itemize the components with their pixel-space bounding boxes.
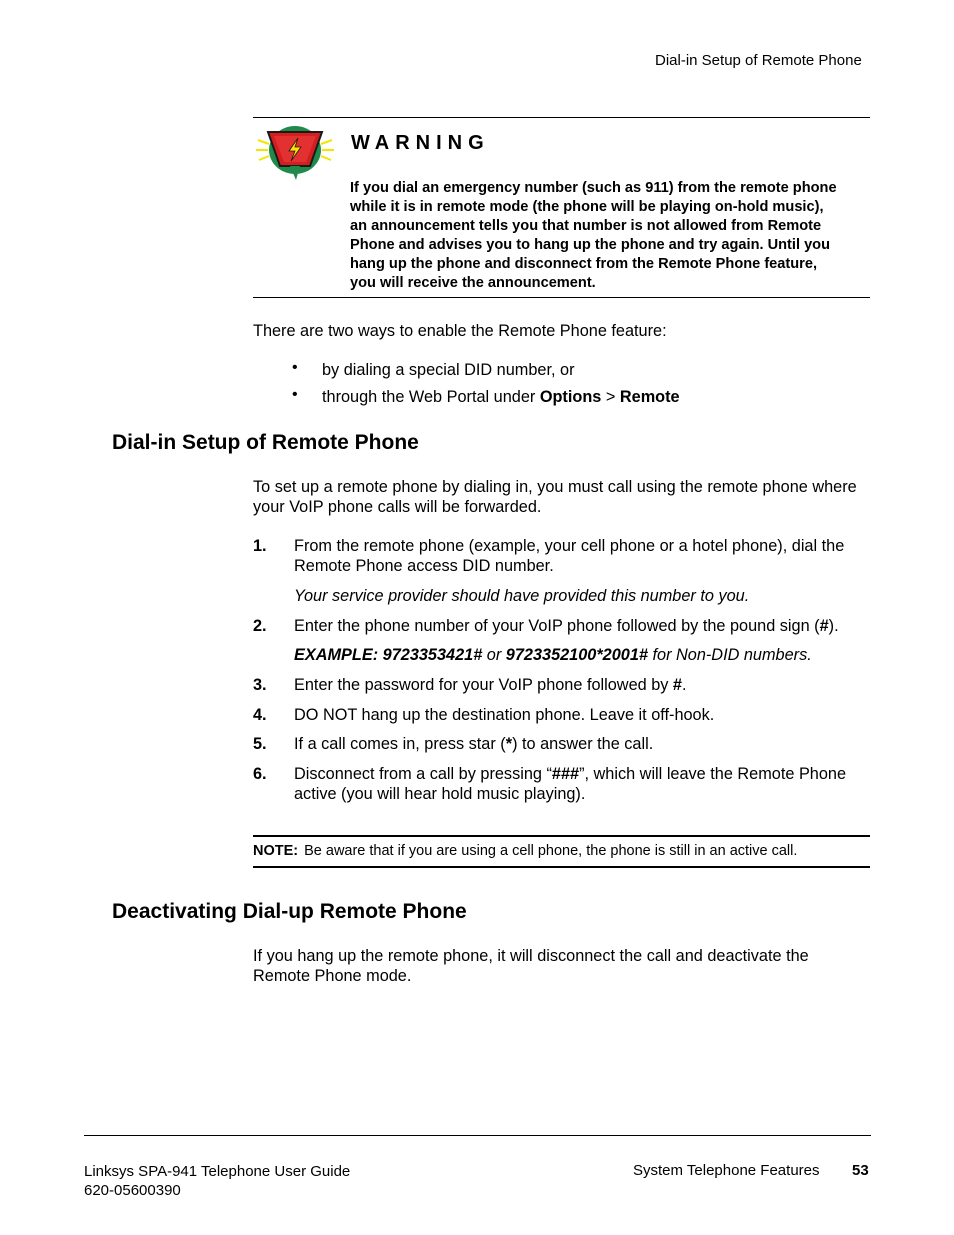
paragraph-line: To set up a remote phone by dialing in, you must call using the remote phone where	[253, 478, 857, 496]
paragraph-line: your VoIP phone calls will be forwarded.	[253, 498, 542, 516]
section-paragraph	[253, 477, 873, 517]
page-number: 53	[852, 1162, 869, 1179]
step-text	[294, 675, 872, 695]
warning-line: while it is in remote mode (the phone will be playing on-hold music),	[350, 199, 824, 215]
note-text	[253, 843, 797, 859]
section-heading: Deactivating Dial-up Remote Phone	[112, 900, 467, 923]
step-number: 1.	[253, 537, 267, 555]
step-line: .	[681, 676, 687, 694]
step-text: DO NOT hang up the destination phone. Leave it off-hook.	[294, 706, 715, 724]
example-text: for Non-DID numbers.	[647, 646, 812, 664]
pound-sign: #	[672, 676, 682, 694]
pound-sign: #	[819, 617, 829, 635]
bullet-dot: •	[292, 359, 298, 376]
step-text	[294, 536, 872, 576]
warning-text	[350, 179, 875, 293]
step-line: From the remote phone (example, your cell phone or a hotel phone), dial the	[294, 537, 845, 555]
footer-rule	[84, 1135, 871, 1136]
step-number: 4.	[253, 706, 267, 724]
step-fragment: Disconnect from a call by pressing “	[294, 765, 552, 783]
section-paragraph	[253, 946, 873, 986]
guide-title: Linksys SPA-941 Telephone User Guide	[84, 1163, 351, 1180]
section-heading: Dial-in Setup of Remote Phone	[112, 431, 419, 454]
step-number: 2.	[253, 617, 267, 635]
warning-title: WARNING	[351, 132, 490, 154]
step-text	[294, 764, 872, 804]
hash-sequence: ###	[551, 765, 580, 783]
warning-top-rule	[253, 117, 870, 118]
warning-line: If you dial an emergency number (such as 911) from the remote phone	[350, 180, 837, 196]
bullet-item: by dialing a special DID number, or	[322, 361, 575, 379]
options-label: Options	[539, 388, 602, 406]
example-text: or	[482, 646, 506, 664]
star-sign: *	[505, 735, 513, 753]
step-line: If a call comes in, press star (	[294, 735, 506, 753]
example-number: 9723352100*2001#	[505, 646, 648, 664]
bullet-dot: •	[292, 386, 298, 403]
step-line: Enter the password for your VoIP phone followed by	[294, 676, 673, 694]
paragraph-line: If you hang up the remote phone, it will disconnect the call and deactivate the	[253, 947, 809, 965]
warning-bottom-rule	[253, 297, 870, 298]
running-header: Dial-in Setup of Remote Phone	[655, 52, 862, 69]
paragraph-line: Remote Phone mode.	[253, 967, 412, 985]
step-fragment: ”, which will leave the Remote Phone	[579, 765, 847, 783]
note-body: Be aware that if you are using a cell phone, the phone is still in an active call.	[304, 843, 798, 859]
intro-text: There are two ways to enable the Remote Phone feature:	[253, 322, 667, 340]
step-line	[294, 764, 872, 784]
step-example	[294, 645, 872, 665]
step-line: active (you will hear hold music playing).	[294, 785, 586, 803]
warning-lightning-icon	[254, 122, 336, 184]
step-line: Enter the phone number of your VoIP phone followed by the pound sign (	[294, 617, 820, 635]
step-line: ).	[828, 617, 839, 635]
doc-number: 620-05600390	[84, 1182, 181, 1199]
step-note: Your service provider should have provided this number to you.	[294, 587, 750, 605]
example-number: EXAMPLE: 9723353421#	[294, 646, 483, 664]
separator: >	[601, 388, 620, 406]
remote-label: Remote	[619, 388, 680, 406]
step-number: 3.	[253, 676, 267, 694]
step-number: 6.	[253, 765, 267, 783]
bullet-text: through the Web Portal under	[322, 388, 540, 406]
warning-line: an announcement tells you that number is not allowed from Remote	[350, 218, 822, 234]
step-text	[294, 734, 872, 754]
step-line: ) to answer the call.	[512, 735, 654, 753]
step-text	[294, 616, 872, 636]
note-top-rule	[253, 835, 870, 837]
step-number: 5.	[253, 735, 267, 753]
bullet-item	[322, 387, 680, 407]
footer-section-title: System Telephone Features	[633, 1162, 820, 1179]
footer-guide-info	[84, 1162, 350, 1200]
warning-line: Phone and advises you to hang up the phone and try again. Until you	[350, 237, 831, 253]
step-line: Remote Phone access DID number.	[294, 557, 554, 575]
note-label: NOTE:	[253, 843, 299, 859]
warning-line: you will receive the announcement.	[350, 275, 596, 291]
warning-line: hang up the phone and disconnect from the Remote Phone feature,	[350, 256, 818, 272]
note-bottom-rule	[253, 866, 870, 868]
